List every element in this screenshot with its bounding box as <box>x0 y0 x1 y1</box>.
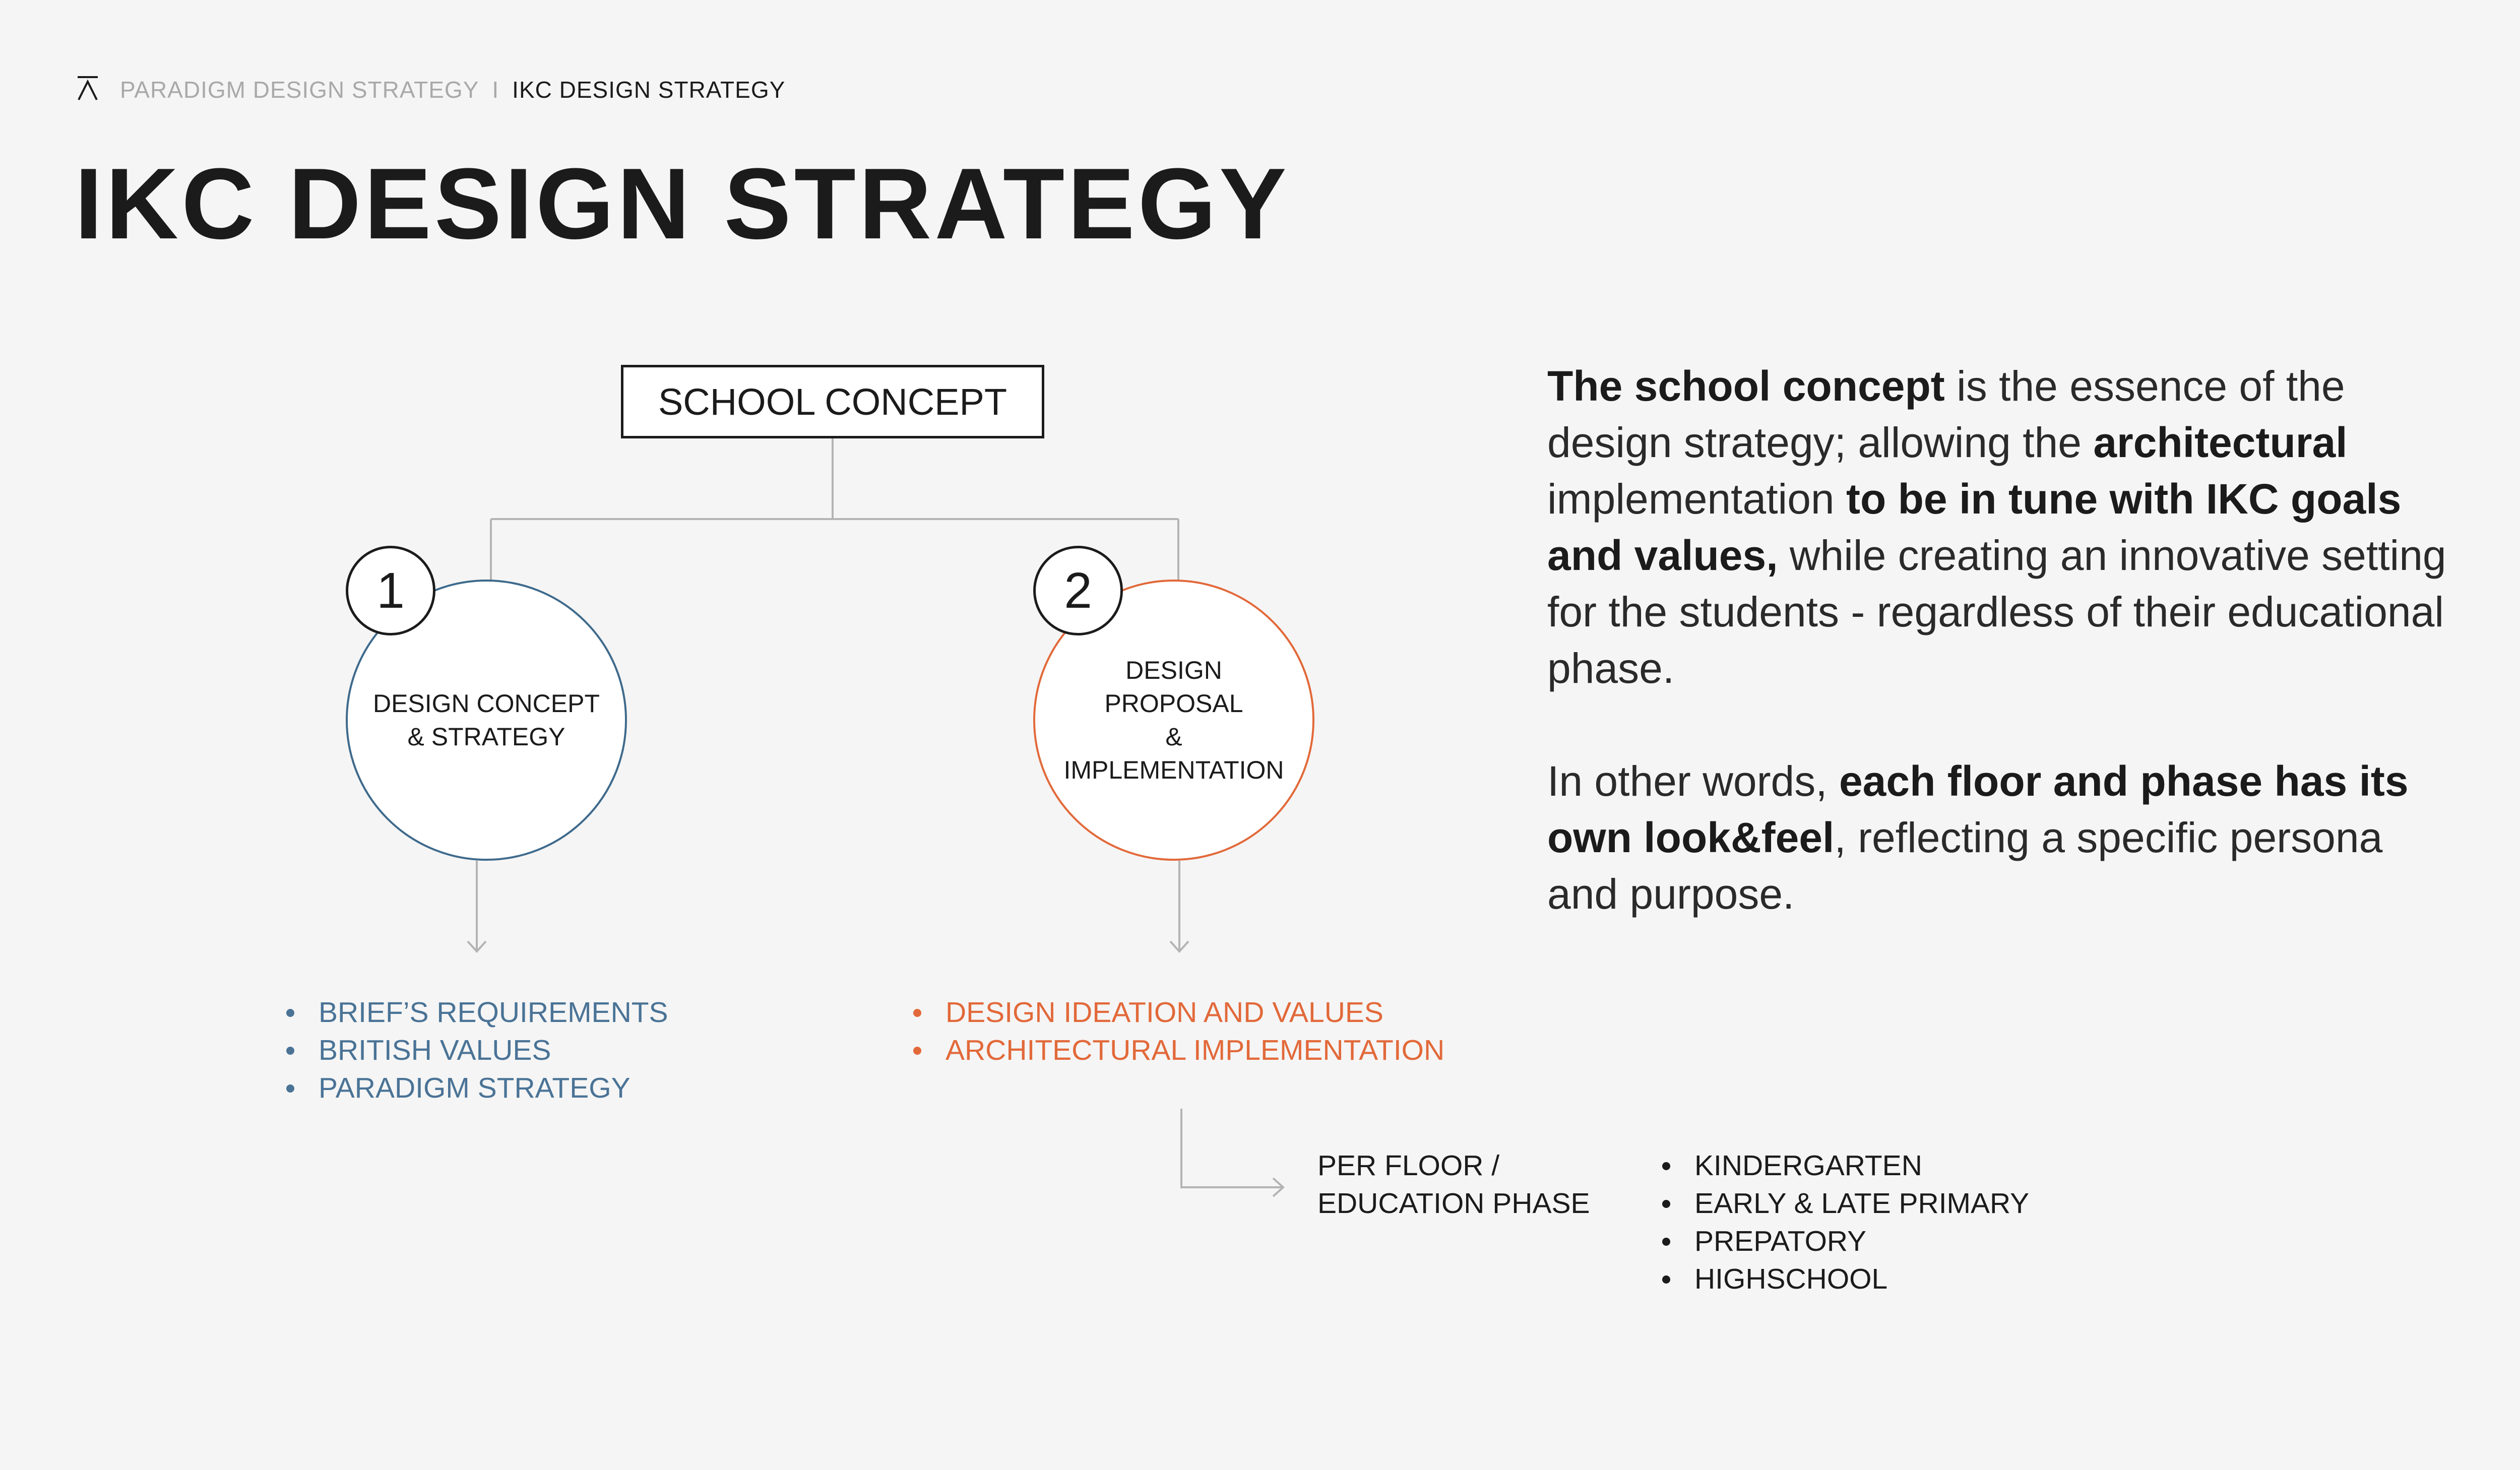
elbow-arrow-shaft <box>1181 1109 1283 1187</box>
school-concept-box: SCHOOL CONCEPT <box>621 365 1044 438</box>
list-item: DESIGN IDEATION AND VALUES <box>913 994 1444 1032</box>
text-run: is the essence of the design strategy; allowing the <box>1547 362 2345 466</box>
text-run: The school concept <box>1547 362 1945 410</box>
list-item: ARCHITECTURAL IMPLEMENTATION <box>913 1032 1444 1069</box>
phase-label <box>1317 1147 1620 1223</box>
text-run: each floor and phase has its own look&feel <box>1547 757 2409 861</box>
text-run: architectural <box>2093 419 2348 466</box>
breadcrumb-parent[interactable]: PARADIGM DESIGN STRATEGY <box>120 77 479 103</box>
list-item: KINDERGARTEN <box>1662 1147 2029 1185</box>
branch-2-list <box>913 994 1444 1069</box>
breadcrumb-separator: I <box>492 77 499 103</box>
text-run: while creating an innovative setting for the students - regardless of their educational phase. <box>1547 532 2446 692</box>
text-run: to be in tune with IKC goals and values, <box>1547 475 2402 579</box>
phase-list <box>1662 1147 2029 1298</box>
step-2-badge: 2 <box>1033 546 1123 635</box>
node-2-label-line2: & IMPLEMENTATION <box>1063 723 1284 784</box>
description-paragraph-2 <box>1547 753 2449 922</box>
description <box>1547 358 2449 922</box>
page-title: IKC DESIGN STRATEGY <box>75 148 1290 260</box>
node-1-label-line2: & STRATEGY <box>407 723 565 751</box>
description-paragraph-1 <box>1547 358 2449 696</box>
breadcrumb-current: IKC DESIGN STRATEGY <box>512 77 786 103</box>
text-run: implementation <box>1547 475 1846 523</box>
phase-label-line2: EDUCATION PHASE <box>1317 1187 1590 1220</box>
list-item: PREPATORY <box>1662 1223 2029 1260</box>
phase-label-line1: PER FLOOR / <box>1317 1149 1500 1182</box>
list-item: HIGHSCHOOL <box>1662 1260 2029 1298</box>
list-item: PARADIGM STRATEGY <box>286 1069 668 1107</box>
step-1-badge: 1 <box>346 546 435 635</box>
text-run: In other words, <box>1547 757 1839 805</box>
node-1-label-line1: DESIGN CONCEPT <box>372 689 600 718</box>
list-item: BRITISH VALUES <box>286 1032 668 1069</box>
text-run: , reflecting a specific persona and purpose. <box>1547 814 2383 918</box>
list-item: EARLY & LATE PRIMARY <box>1662 1185 2029 1223</box>
list-item: BRIEF’S REQUIREMENTS <box>286 994 668 1032</box>
branch-1-list <box>286 994 668 1107</box>
node-2-label-line1: DESIGN PROPOSAL <box>1104 656 1243 718</box>
